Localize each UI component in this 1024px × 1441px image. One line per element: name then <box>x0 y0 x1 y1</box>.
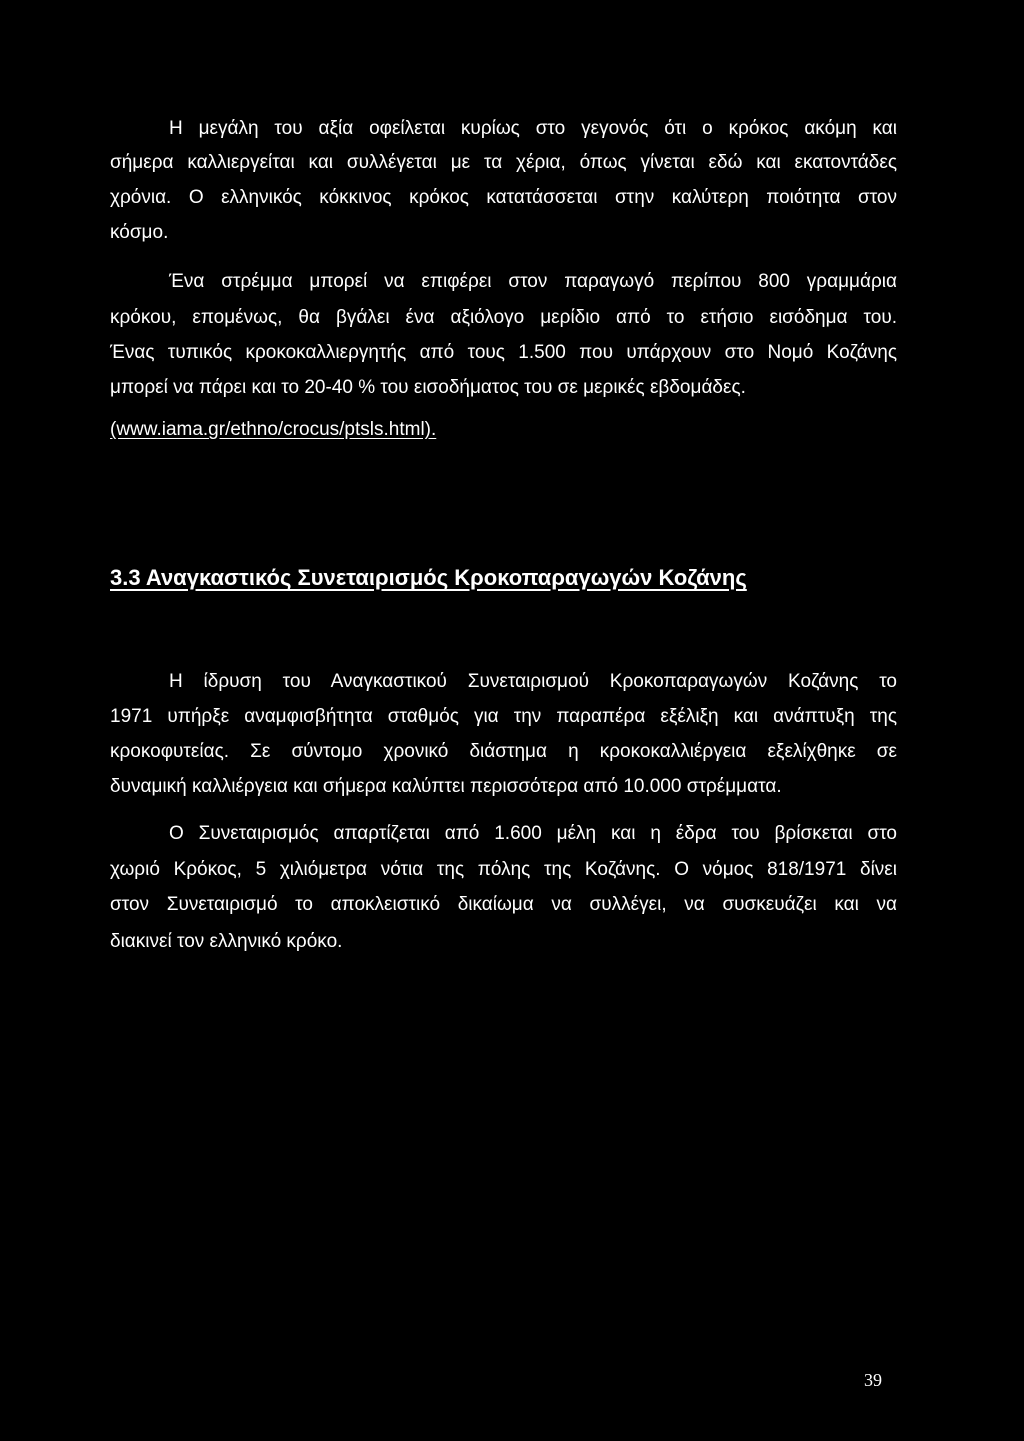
paragraph-2-line-2: κρόκου, επομένως, θα βγάλει ένα αξιόλογο μερίδιο από το ετήσιο εισόδημα του. <box>110 307 897 328</box>
paragraph-4-line-4: διακινεί τον ελληνικό κρόκο. <box>110 931 343 952</box>
paragraph-4-line-3: στον Συνεταιρισμό το αποκλειστικό δικαίωμα να συλλέγει, να συσκευάζει και να <box>110 894 897 915</box>
paragraph-3-line-1: Η ίδρυση του Αναγκαστικού Συνεταιρισμού Κροκοπαραγωγών Κοζάνης το <box>169 671 897 692</box>
paragraph-2-line-4: μπορεί να πάρει και το 20-40 % του εισοδήματος του σε μερικές εβδομάδες. <box>110 377 746 398</box>
paragraph-1-line-1: Η μεγάλη του αξία οφείλεται κυρίως στο γεγονός ότι ο κρόκος ακόμη και <box>169 118 897 139</box>
paragraph-2-line-3: Ένας τυπικός κροκοκαλλιεργητής από τους 1.500 που υπάρχουν στο Νομό Κοζάνης <box>110 342 897 363</box>
paragraph-1-line-4: κόσμο. <box>110 222 169 243</box>
source-link[interactable]: (www.iama.gr/ethno/crocus/ptsls.html). <box>110 419 437 440</box>
paragraph-3-line-4: δυναμική καλλιέργεια και σήμερα καλύπτει περισσότερα από 10.000 στρέμματα. <box>110 776 782 797</box>
paragraph-3-line-3: κροκοφυτείας. Σε σύντομο χρονικό διάστημα η κροκοκαλλιέργεια εξελίχθηκε σε <box>110 741 897 762</box>
paragraph-2-line-1: Ένα στρέμμα μπορεί να επιφέρει στον παραγωγό περίπου 800 γραμμάρια <box>169 271 897 292</box>
paragraph-4-line-1: Ο Συνεταιρισμός απαρτίζεται από 1.600 μέλη και η έδρα του βρίσκεται στο <box>169 823 897 844</box>
paragraph-4-line-2: χωριό Κρόκος, 5 χιλιόμετρα νότια της πόλης της Κοζάνης. Ο νόμος 818/1971 δίνει <box>110 859 897 880</box>
paragraph-1-line-3: χρόνια. Ο ελληνικός κόκκινος κρόκος κατατάσσεται στην καλύτερη ποιότητα στον <box>110 187 897 208</box>
section-heading: 3.3 Αναγκαστικός Συνεταιρισμός Κροκοπαραγωγών Κοζάνης <box>110 565 747 590</box>
page-number: 39 <box>864 1370 882 1390</box>
paragraph-1-line-2: σήμερα καλλιεργείται και συλλέγεται με τα χέρια, όπως γίνεται εδώ και εκατοντάδες <box>110 152 897 173</box>
paragraph-3-line-2: 1971 υπήρξε αναμφισβήτητα σταθμός για την παραπέρα εξέλιξη και ανάπτυξη της <box>110 706 897 727</box>
